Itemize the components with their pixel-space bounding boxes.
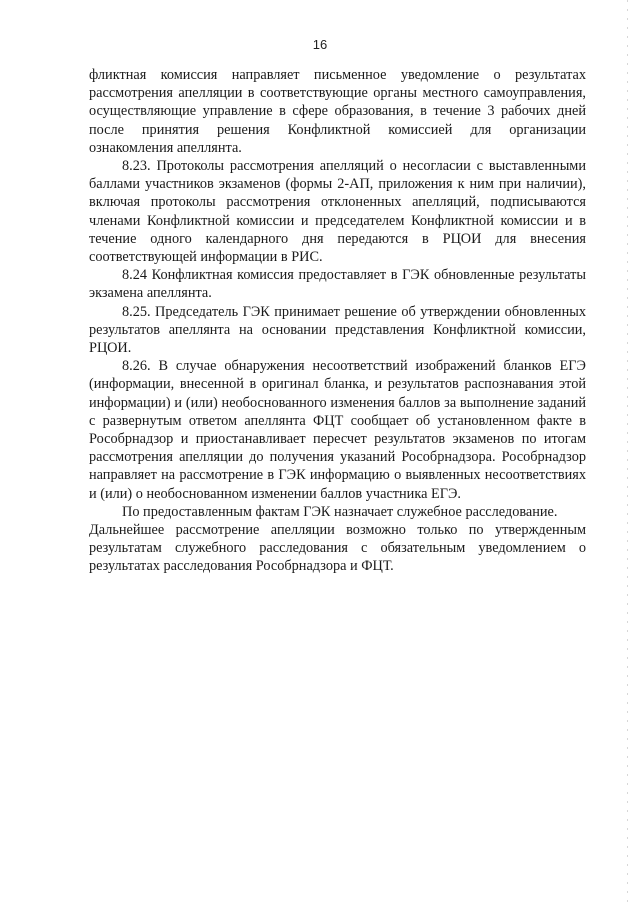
paragraph-8-24: 8.24 Конфликтная комиссия предоставляет в ГЭК обновленные результаты экзамена апеллянта. xyxy=(89,267,586,302)
paragraph-further-review: Дальнейшее рассмотрение апелляции возможно только по утвержденным результатам служебного расследования с обязательным уведомлением о результатах расследования Рособрнадзора и ФЦТ. xyxy=(89,522,586,575)
document-body xyxy=(89,66,586,576)
paragraph-8-23: 8.23. Протоколы рассмотрения апелляций о несогласии с выставленными баллами участников экзаменов (формы 2-АП, приложения к ним при наличии), включая протоколы рассмотрения отклоненных апелляций, подписываются членами Конфликтной комиссии и председателем Конфликтной комиссии и в течение одного календарного дня передаются в РЦОИ для внесения соответствующей информации в РИС. xyxy=(89,158,586,266)
scan-edge-line xyxy=(627,0,628,905)
paragraph-8-26: 8.26. В случае обнаружения несоответствий изображений бланков ЕГЭ (информации, внесенной в оригинал бланка, и результатов распознавания этой информации) и (или) необоснованного изменения баллов за выполнение заданий с развернутым ответом апеллянта ФЦТ сообщает об установленном факте в Рособрнадзор и приостанавливает пересчет результатов экзаменов по итогам рассмотрения апелляции до получения указаний Рособрнадзора. Рособрнадзор направляет на рассмотрение в ГЭК информацию о выявленных несоответствиях и (или) о необоснованном изменении баллов участника ЕГЭ. xyxy=(89,358,586,502)
page-number: 16 xyxy=(312,37,328,52)
paragraph-continuation: фликтная комиссия направляет письменное уведомление о результатах рассмотрения апелляции в соответствующие органы местного самоуправления, осуществляющие управление в сфере образования, в течение 3 рабочих дней после принятия решения Конфликтной комиссией для организации ознакомления апеллянта. xyxy=(89,67,586,156)
paragraph-8-25: 8.25. Председатель ГЭК принимает решение об утверждении обновленных результатов апеллянта на основании представления Конфликтной комиссии, РЦОИ. xyxy=(89,303,586,357)
paragraph-investigation: По предоставленным фактам ГЭК назначает служебное расследование. xyxy=(122,503,558,520)
